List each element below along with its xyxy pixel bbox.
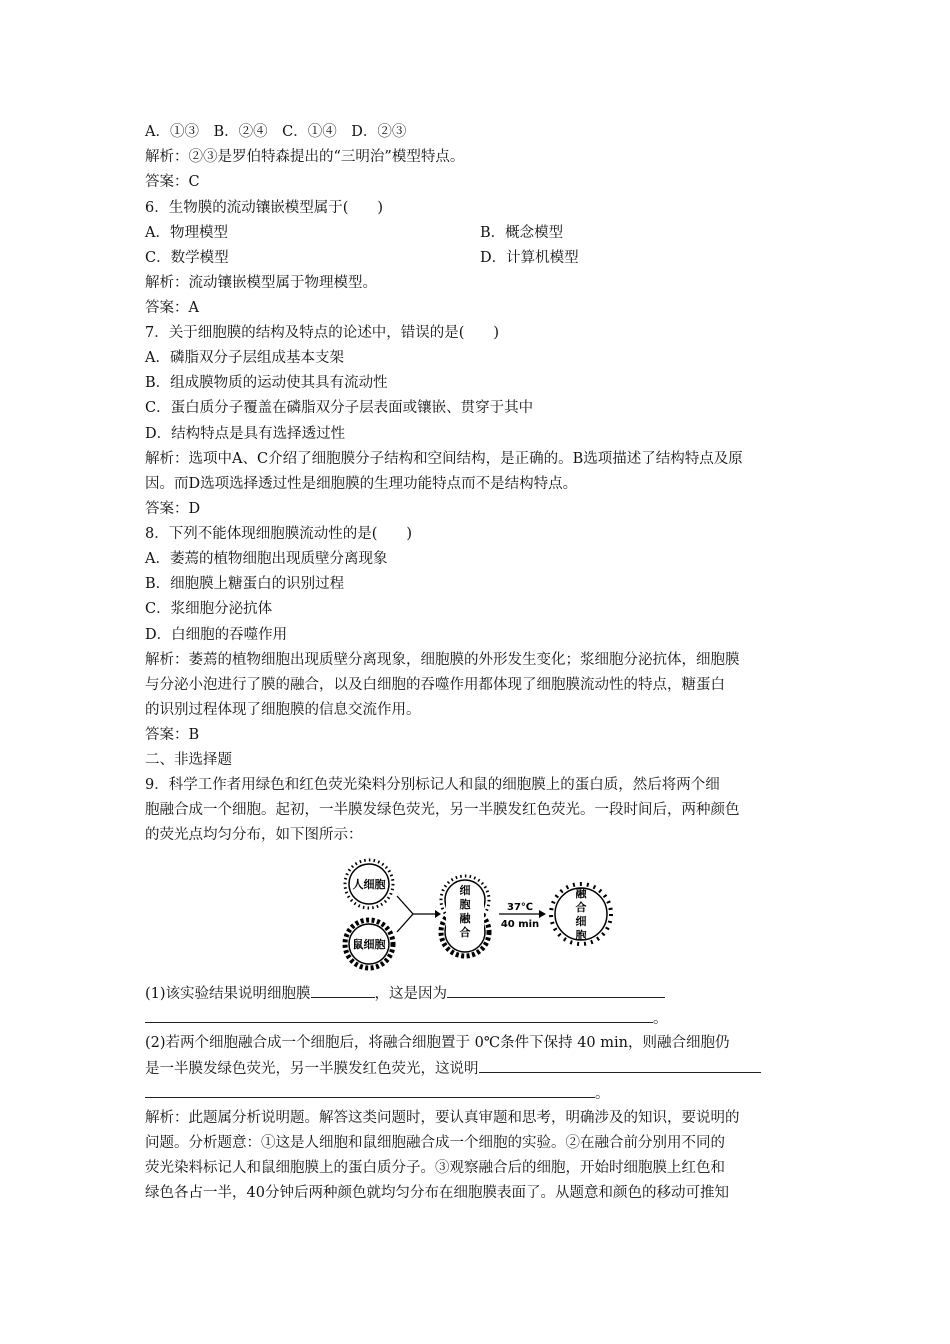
merge-arrowhead [435,910,441,918]
q7-option-a: A．磷脂双分子层组成基本支架 [145,350,344,366]
mouse-cell-label: 鼠细胞 [352,938,386,951]
q6-stem: 6．生物膜的流动镶嵌模型属于( ) [145,200,384,216]
human-cell-diagram [345,860,393,908]
q9-stem-2: 胞融合成一个细胞。起初，一半膜发绿色荧光，另一半膜发红色荧光。一段时间后，两种颜色 [145,802,740,818]
q9-part1-middle: ，这是因为 [374,986,448,1002]
q9-explanation-4: 绿色各占一半，40分钟后两种颜色就均匀分布在细胞膜表面了。从题意和颜色的移动可推知 [145,1185,729,1201]
answer-blank-2-continued[interactable] [145,1008,653,1023]
q8-option-b: B．细胞膜上糖蛋白的识别过程 [145,576,345,592]
q5-answer: 答案：C [145,174,200,190]
q7-explanation-1: 解析：选项中A、C介绍了细胞膜分子结构和空间结构，是正确的。B选项描述了结构特点及原 [145,451,743,467]
human-cell-label: 人细胞 [352,878,386,891]
q7-answer: 答案：D [145,501,201,517]
merge-bracket [397,896,413,932]
q9-part2-end: 。 [595,1086,610,1102]
cell-fusion-figure [333,856,623,976]
fused-char-2: 合 [575,901,587,914]
q5-explanation: 解析：②③是罗伯特森提出的“三明治”模型特点。 [145,149,465,165]
q8-explanation-2: 与分泌小泡进行了膜的融合，以及白细胞的吞噬作用都体现了细胞膜流动性的特点，糖蛋白 [145,677,725,693]
fusion-char-3: 融 [459,912,471,925]
q6-explanation: 解析：流动镶嵌模型属于物理模型。 [145,275,377,291]
q8-answer: 答案：B [145,727,200,743]
q6-option-c: C．数学模型 [145,250,229,266]
q9-part2-line2 [145,1058,761,1079]
q7-stem: 7．关于细胞膜的结构及特点的论述中，错误的是( ) [145,325,500,341]
fused-char-4: 胞 [575,929,587,942]
q8-explanation-1: 解析：萎蔫的植物细胞出现质壁分离现象，细胞膜的外形发生变化；浆细胞分泌抗体，细胞膜 [145,652,740,668]
answer-blank-1[interactable] [311,983,375,998]
q8-stem: 8．下列不能体现细胞膜流动性的是( ) [145,526,413,542]
q6-option-d: D．计算机模型 [480,250,579,266]
q9-part2-line3 [145,1083,610,1104]
q8-option-c: C．浆细胞分泌抗体 [145,601,273,617]
q7-explanation-2: 因。而D选项选择透过性是细胞膜的生理功能特点而不是结构特点。 [145,476,578,492]
q5-options: A．①③ B．②④ C．①④ D．②③ [145,124,407,140]
q9-part1-end: 。 [653,1011,668,1027]
answer-blank-3-continued[interactable] [145,1083,595,1098]
q9-part2-prefix: 是一半膜发绿色荧光，另一半膜发红色荧光，这说明 [145,1061,479,1077]
q9-stem-3: 的荧光点均匀分布，如下图所示： [145,827,363,843]
answer-blank-3[interactable] [479,1058,761,1073]
fusion-char-4: 合 [459,926,471,939]
q9-explanation-3: 荧光染料标记人和鼠细胞膜上的蛋白质分子。③观察融合后的细胞，开始时细胞膜上红色和 [145,1160,725,1176]
answer-blank-2[interactable] [447,983,665,998]
q9-stem-1: 9．科学工作者用绿色和红色荧光染料分别标记人和鼠的细胞膜上的蛋白质，然后将两个细 [145,777,720,793]
temperature-label: 37℃ [506,902,534,913]
duration-label: 40 min [500,919,540,930]
q9-explanation-2: 问题。分析题意：①这是人细胞和鼠细胞融合成一个细胞的实验。②在融合前分别用不同的 [145,1135,725,1151]
fusing-cell-diagram [441,876,489,956]
q7-option-b: B．组成膜物质的运动使其具有流动性 [145,375,388,391]
fused-char-1: 融 [575,887,587,900]
mouse-cell-diagram [345,920,393,968]
fused-cell-diagram [551,884,611,944]
condition-arrow [499,902,546,930]
section-heading: 二、非选择题 [145,752,232,768]
q9-part1-line2 [145,1008,668,1029]
q9-explanation-1: 解析：此题属分析说明题。解答这类问题时，要认真审题和思考，明确涉及的知识，要说明的 [145,1110,740,1126]
fusion-char-1: 细 [459,884,471,897]
q9-part1-prefix: (1)该实验结果说明细胞膜 [145,986,311,1002]
q7-option-c: C．蛋白质分子覆盖在磷脂双分子层表面或镶嵌、贯穿于其中 [145,400,534,416]
q8-option-a: A．萎蔫的植物细胞出现质壁分离现象 [145,551,388,567]
q9-part2-line1: (2)若两个细胞融合成一个细胞后，将融合细胞置于 0℃条件下保持 40 min，则融合细胞仍 [145,1035,730,1051]
fusion-char-2: 胞 [459,898,471,911]
q6-option-b: B．概念模型 [480,225,564,241]
q9-part1-line1 [145,983,665,1004]
condition-arrowhead [539,910,546,918]
q6-option-a: A．物理模型 [145,225,228,241]
q6-answer: 答案：A [145,300,199,316]
fused-char-3: 细 [575,915,587,928]
q7-option-d: D．结构特点是具有选择透过性 [145,426,346,442]
q8-explanation-3: 的识别过程体现了细胞膜的信息交流作用。 [145,702,421,718]
q8-option-d: D．白细胞的吞噬作用 [145,627,288,643]
